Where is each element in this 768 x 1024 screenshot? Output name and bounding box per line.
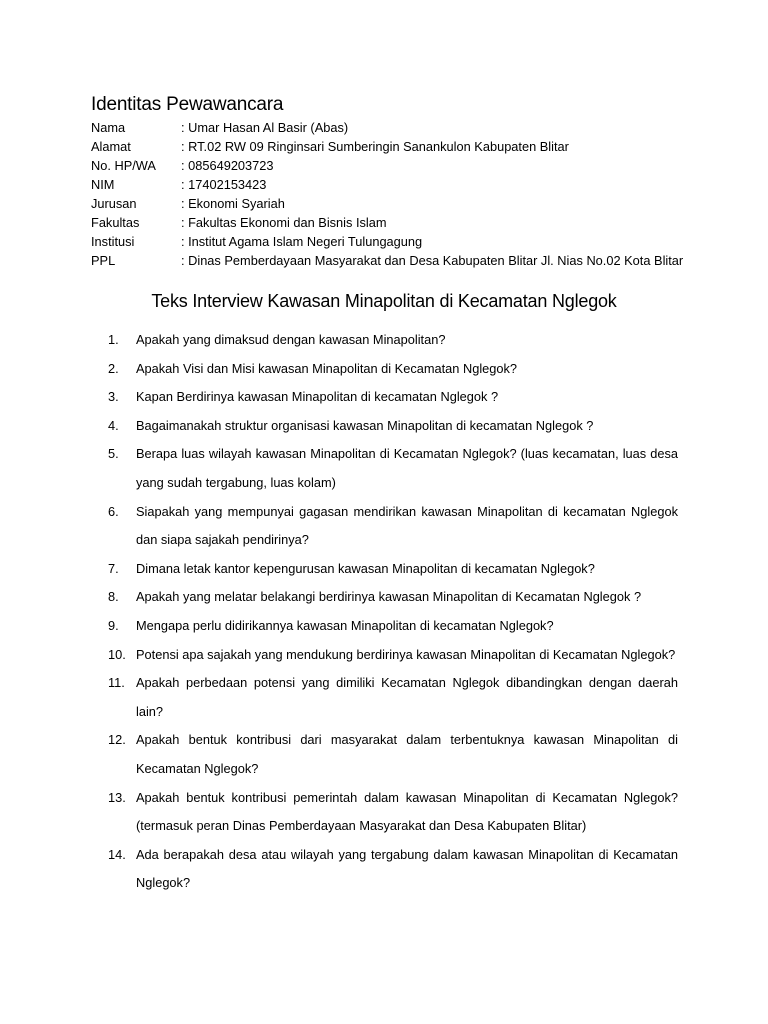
identity-label: No. HP/WA [91,158,156,173]
question-number: 2. [108,360,119,376]
question-text: Apakah Visi dan Misi kawasan Minapolitan di Kecamatan Nglegok? [136,360,518,376]
identity-row-nama [91,118,691,137]
list-item [108,784,678,841]
identity-label: Alamat [91,139,131,154]
question-text: Apakah yang dimaksud dengan kawasan Minapolitan? [136,332,446,347]
list-item [108,412,678,441]
identity-label: Jurusan [91,196,137,211]
list-item [108,726,678,783]
interview-heading: Teks Interview Kawasan Minapolitan di Kecamatan Nglegok [151,291,617,311]
identity-value: : Fakultas Ekonomi dan Bisnis Islam [181,215,387,230]
identity-value: : Umar Hasan Al Basir (Abas) [181,120,349,135]
question-text: Kapan Berdirinya kawasan Minapolitan di kecamatan Nglegok ? [136,389,499,405]
question-number: 10. [108,646,126,662]
question-text: Bagaimanakah struktur organisasi kawasan Minapolitan di kecamatan Nglegok ? [136,417,594,433]
identity-row-institusi [91,232,691,251]
question-number: 7. [108,560,119,576]
question-text: Dimana letak kantor kepengurusan kawasan Minapolitan di kecamatan Nglegok? [136,560,595,576]
question-number: 6. [108,503,119,519]
question-text: Mengapa perlu didirikannya kawasan Minapolitan di kecamatan Nglegok? [136,617,554,633]
question-text: Apakah bentuk kontribusi dari masyarakat dalam terbentuknya kawasan Minapolitan di Kecamatan Nglegok? [136,732,678,776]
identity-value: : Dinas Pemberdayaan Masyarakat dan Desa Kabupaten Blitar Jl. Nias No.02 Kota Blitar [181,253,684,268]
question-text: Siapakah yang mempunyai gagasan mendirikan kawasan Minapolitan di kecamatan Nglegok dan siapa sajakah pendirinya? [136,503,678,548]
identity-row-fakultas [91,213,691,232]
question-number: 14. [108,846,126,862]
question-number: 3. [108,389,119,405]
identity-table [91,118,691,270]
question-number: 8. [108,589,119,605]
identity-label: NIM [91,177,115,192]
identity-value: : RT.02 RW 09 Ringinsari Sumberingin Sanankulon Kabupaten Blitar [181,139,569,154]
identity-label: Fakultas [91,215,140,230]
list-item [108,669,678,726]
question-number: 11. [108,675,125,691]
question-number: 1. [108,332,119,347]
list-item [108,641,678,670]
list-item [108,498,678,555]
question-text: Apakah bentuk kontribusi pemerintah dalam kawasan Minapolitan di Kecamatan Nglegok? (termasuk peran Dinas Pemberdayaan Masyarakat dan Desa Kabupaten Blitar) [136,789,678,834]
identity-row-alamat [91,137,691,156]
question-number: 4. [108,417,119,433]
list-item [108,841,678,898]
question-list [108,326,678,898]
list-item [108,326,678,355]
identity-label: PPL [91,253,116,268]
list-item [108,383,678,412]
list-item [108,583,678,612]
list-item [108,355,678,384]
identity-row-ppl [91,251,691,270]
identity-label: Institusi [91,234,135,249]
identity-heading: Identitas Pewawancara [91,94,284,115]
identity-value: : 17402153423 [181,177,267,192]
question-number: 12. [108,732,126,748]
identity-value: : Ekonomi Syariah [181,196,285,211]
identity-row-jurusan [91,194,691,213]
identity-row-nim [91,175,691,194]
identity-value: : 085649203723 [181,158,274,173]
question-text: Apakah perbedaan potensi yang dimiliki Kecamatan Nglegok dibandingkan dengan daerah lain? [136,675,678,719]
identity-label: Nama [91,120,126,135]
identity-value: : Institut Agama Islam Negeri Tulungagung [181,234,423,249]
question-number: 9. [108,617,119,633]
identity-row-phone [91,156,691,175]
list-item [108,555,678,584]
question-number: 13. [108,789,126,805]
question-text: Potensi apa sajakah yang mendukung berdirinya kawasan Minapolitan di Kecamatan Nglegok? [136,646,676,662]
list-item [108,612,678,641]
question-text: Ada berapakah desa atau wilayah yang tergabung dalam kawasan Minapolitan di Kecamatan Nglegok? [136,846,678,891]
list-item [108,440,678,497]
question-text: Apakah yang melatar belakangi berdirinya kawasan Minapolitan di Kecamatan Nglegok ? [136,589,642,605]
question-number: 5. [108,446,119,462]
question-text: Berapa luas wilayah kawasan Minapolitan di Kecamatan Nglegok? (luas kecamatan, luas desa yang sudah tergabung, luas kolam) [136,446,678,490]
